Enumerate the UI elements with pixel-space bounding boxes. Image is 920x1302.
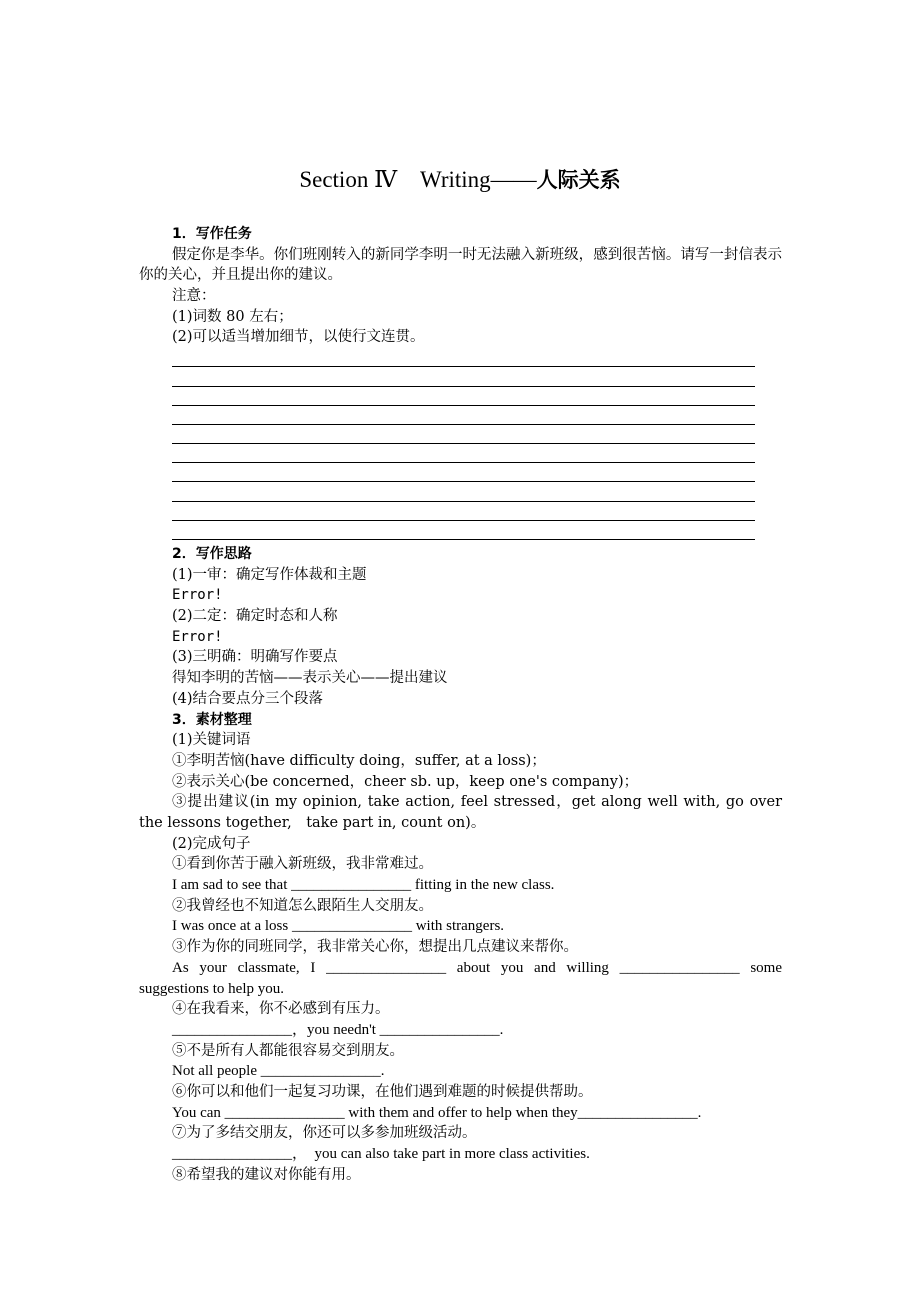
note-item: (1)词数 80 左右； <box>172 308 293 325</box>
document-body <box>139 224 782 1185</box>
answer-line[interactable] <box>172 521 755 540</box>
answer-line[interactable] <box>172 482 755 501</box>
sentence-chinese: ①看到你苦于融入新班级，我非常难过。 <box>172 856 433 873</box>
key-phrase-item: ②表示关心(be concerned，cheer sb. up，keep one's company)； <box>172 773 639 790</box>
sentence-chinese: ③作为你的同班同学，我非常关心你，想提出几点建议来帮你。 <box>172 939 578 956</box>
error-placeholder: Error! <box>172 587 223 604</box>
section-heading-writing-task: 1．写作任务 <box>172 226 252 242</box>
section-heading-writing-approach: 2．写作思路 <box>172 546 252 563</box>
sentence-english-blank[interactable]: ________________， you can also take part in more class activities. <box>172 1146 590 1162</box>
note-item: (2)可以适当增加细节，以使行文连贯。 <box>172 329 425 346</box>
section-heading-materials: 3．素材整理 <box>172 711 252 728</box>
key-phrase-item: ①李明苦恼(have difficulty doing，suffer, at a loss)； <box>172 752 546 769</box>
answer-line[interactable] <box>172 406 755 425</box>
approach-item: (4)结合要点分三个段落 <box>172 690 324 707</box>
approach-item: (1)一审：确定写作体裁和主题 <box>172 566 367 583</box>
answer-line[interactable] <box>172 502 755 521</box>
subheading-complete-sentences: (2)完成句子 <box>172 835 251 852</box>
title-chinese: 人际关系 <box>536 168 621 192</box>
sentence-chinese: ⑤不是所有人都能很容易交到朋友。 <box>172 1042 404 1059</box>
answer-line[interactable] <box>172 463 755 482</box>
sentence-english-continuation: suggestions to help you. <box>139 980 284 997</box>
error-placeholder: Error! <box>172 628 223 645</box>
sentence-english-blank[interactable]: I am sad to see that ________________ fitting in the new class. <box>172 877 555 894</box>
approach-item: 得知李明的苦恼——表示关心——提出建议 <box>172 670 448 687</box>
answer-line[interactable] <box>172 444 755 463</box>
answer-line[interactable] <box>172 367 755 386</box>
sentence-english-blank[interactable]: I was once at a loss ________________ with strangers. <box>172 918 505 935</box>
sentence-english-blank[interactable]: As your classmate, I ________________ about you and willing ________________ some <box>172 959 782 976</box>
sentence-chinese: ⑦为了多结交朋友，你还可以多参加班级活动。 <box>172 1125 477 1142</box>
sentence-chinese: ④在我看来，你不必感到有压力。 <box>172 1001 390 1018</box>
sentence-chinese: ⑧希望我的建议对你能有用。 <box>172 1166 361 1183</box>
sentence-english-blank[interactable]: Not all people ________________. <box>172 1063 385 1080</box>
answer-line[interactable] <box>172 425 755 444</box>
note-label: 注意： <box>172 288 216 305</box>
answer-lines[interactable] <box>139 348 782 540</box>
answer-line[interactable] <box>172 348 755 367</box>
approach-item: (2)二定：确定时态和人称 <box>172 608 338 625</box>
task-description: 假定你是李华。你们班刚转入的新同学李明一时无法融入新班级，感到很苦恼。请写一封信表示你的关心，并且提出你的建议。 <box>139 246 782 284</box>
answer-line[interactable] <box>172 387 755 406</box>
approach-item: (3)三明确：明确写作要点 <box>172 649 338 666</box>
page-title <box>0 165 920 195</box>
sentence-chinese: ⑥你可以和他们一起复习功课，在他们遇到难题的时候提供帮助。 <box>172 1083 593 1100</box>
sentence-english-blank[interactable]: ________________，you needn't ________________. <box>172 1021 504 1038</box>
sentence-chinese: ②我曾经也不知道怎么跟陌生人交朋友。 <box>172 897 433 914</box>
sentence-english-blank[interactable]: You can ________________ with them and offer to help when they________________. <box>172 1104 702 1121</box>
title-english: Section Ⅳ Writing—— <box>299 167 537 192</box>
key-phrase-item: ③提出建议(in my opinion, take action, feel stressed，get along well with, go over the lessons together, take part in, count on)。 <box>139 794 782 831</box>
subheading-key-phrases: (1)关键词语 <box>172 732 251 749</box>
